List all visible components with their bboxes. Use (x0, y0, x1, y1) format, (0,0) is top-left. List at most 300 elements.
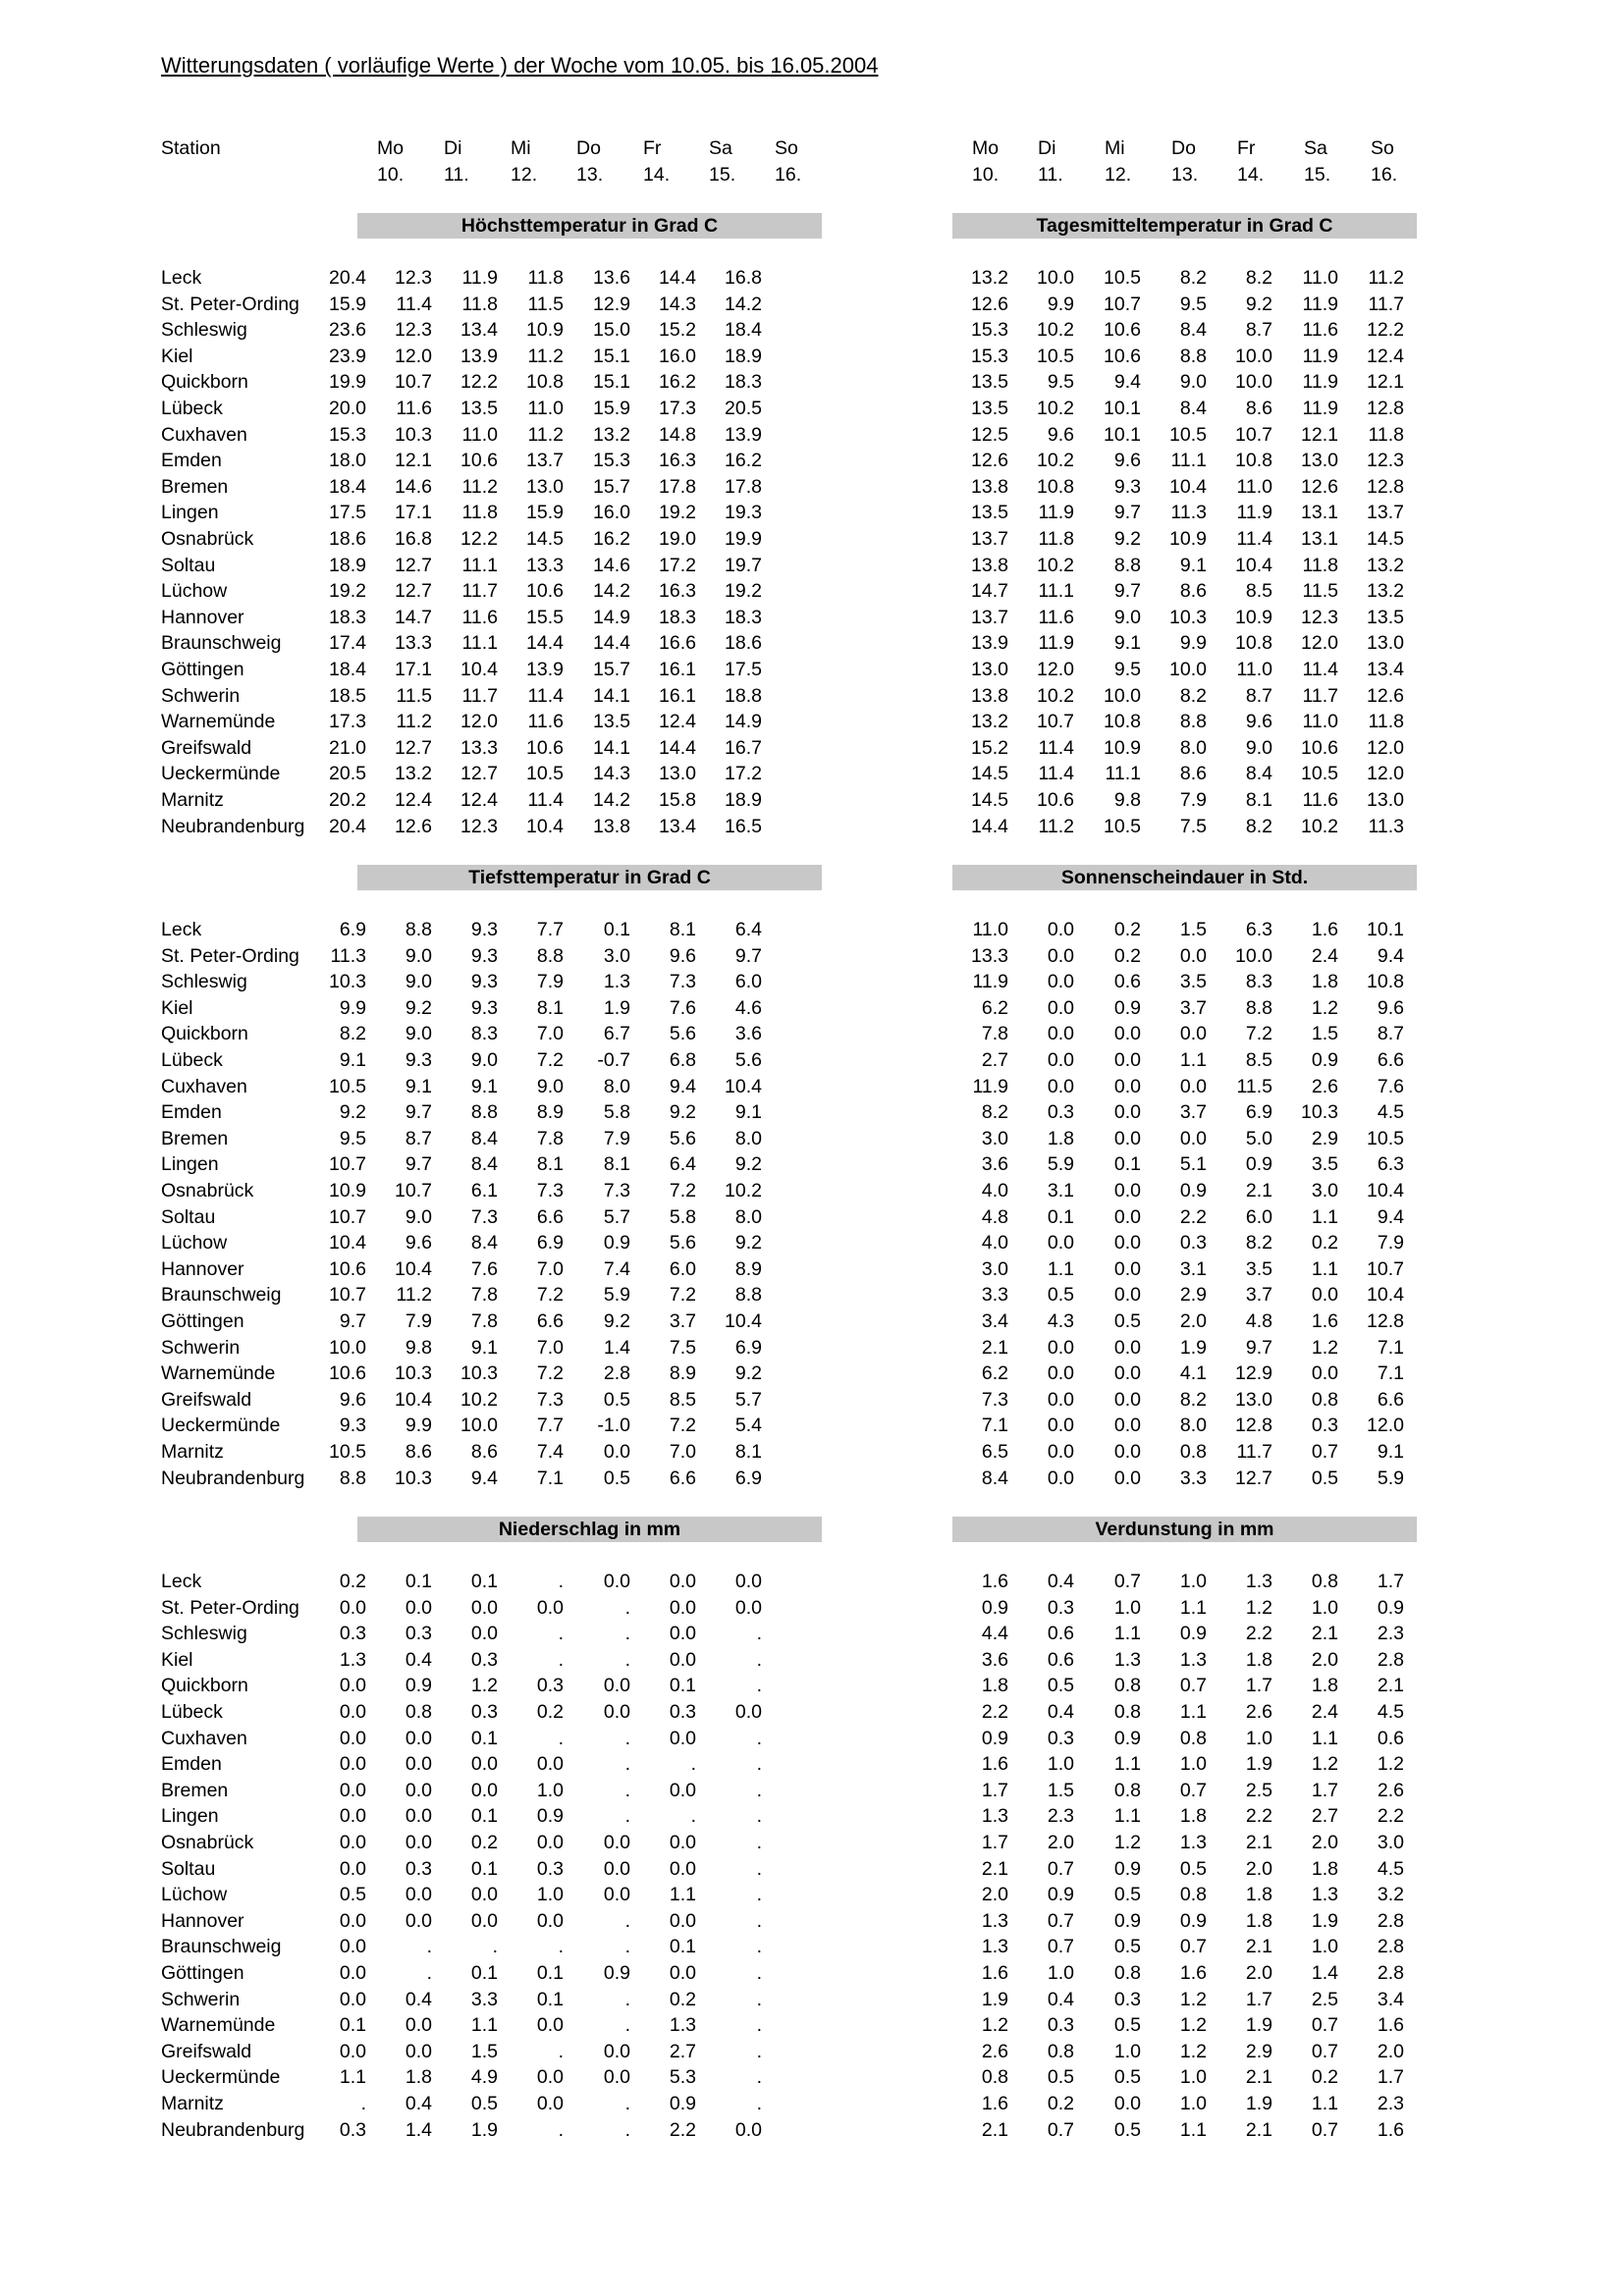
value-cell-left: . (558, 1727, 564, 1749)
value-cell-left: . (756, 1675, 762, 1697)
value-cell-right: 2.4 (1311, 1701, 1338, 1723)
value-cell-left: 16.1 (659, 659, 696, 680)
station-name: Schwerin (161, 1988, 241, 2010)
value-cell-left: 11.6 (396, 398, 432, 419)
value-cell-left: 11.2 (461, 475, 498, 498)
value-cell-right: 1.0 (1113, 2040, 1141, 2062)
station-name: Göttingen (161, 659, 244, 680)
value-cell-right: 1.8 (1245, 1648, 1272, 1671)
value-cell-right: 6.6 (1377, 1388, 1404, 1411)
value-cell-right: 0.8 (1113, 1675, 1141, 1697)
station-name: Soltau (161, 554, 216, 576)
value-cell-left: 10.5 (329, 1075, 366, 1097)
value-cell-right: 8.5 (1245, 580, 1272, 603)
value-cell-left: 5.6 (734, 1049, 762, 1071)
value-cell-right: 12.7 (1235, 1467, 1272, 1489)
value-cell-right: 0.3 (1047, 1596, 1074, 1619)
value-cell-left: 8.6 (470, 1441, 498, 1463)
value-cell-left: 0.0 (470, 1753, 498, 1776)
value-cell-right: 1.3 (1179, 1648, 1207, 1671)
value-cell-left: 13.5 (460, 398, 498, 419)
value-cell-right: 13.7 (971, 606, 1008, 628)
station-name: Braunschweig (161, 1284, 282, 1307)
value-cell-right: 1.6 (981, 1571, 1008, 1592)
value-cell-right: 1.1 (1179, 1701, 1207, 1723)
value-cell-right: 10.8 (1235, 450, 1272, 472)
value-cell-right: 3.6 (981, 1153, 1008, 1176)
value-cell-right: 14.4 (971, 815, 1008, 837)
value-cell-right: 0.8 (1113, 1779, 1141, 1801)
value-cell-left: 7.0 (536, 1257, 564, 1280)
value-cell-left: 20.4 (329, 815, 366, 837)
value-cell-left: 4.9 (470, 2066, 498, 2089)
value-cell-left: 9.2 (669, 1101, 696, 1124)
value-cell-right: 0.6 (1113, 971, 1141, 993)
value-cell-right: 0.9 (1179, 1623, 1207, 1645)
value-cell-left: 10.0 (460, 1415, 498, 1437)
value-cell-left: 8.2 (339, 1023, 366, 1045)
value-cell-right: 7.9 (1377, 1232, 1404, 1255)
value-cell-left: 0.1 (470, 1857, 498, 1880)
value-cell-left: 0.0 (603, 1701, 630, 1723)
value-cell-left: 3.3 (470, 1988, 498, 2010)
value-cell-left: 8.1 (603, 1153, 630, 1176)
value-cell-left: 9.2 (405, 996, 432, 1019)
value-cell-left: 13.9 (460, 345, 498, 367)
value-cell-left: 18.8 (725, 684, 762, 707)
value-cell-left: 11.0 (461, 423, 498, 446)
value-cell-right: 15.2 (971, 736, 1008, 759)
value-cell-right: 7.2 (1245, 1023, 1272, 1045)
value-cell-left: 10.7 (329, 1153, 366, 1176)
station-name: Soltau (161, 1205, 216, 1228)
station-name: Schleswig (161, 1623, 247, 1645)
value-cell-left: . (756, 1988, 762, 2010)
value-cell-right: 0.5 (1047, 1284, 1074, 1307)
date-header-left: 10. (377, 164, 405, 186)
value-cell-left: . (624, 1909, 630, 1932)
value-cell-left: 1.3 (603, 971, 630, 993)
value-cell-left: 1.0 (536, 1779, 564, 1801)
value-cell-left: 10.3 (395, 423, 432, 446)
value-cell-right: 0.0 (1113, 1101, 1141, 1124)
date-header-right: 10. (972, 164, 1000, 186)
value-cell-right: 0.9 (1113, 1909, 1141, 1932)
value-cell-right: 8.4 (1245, 763, 1272, 785)
value-cell-left: 15.7 (593, 659, 630, 680)
value-cell-right: 0.7 (1179, 1675, 1207, 1697)
value-cell-left: 19.7 (725, 554, 762, 576)
value-cell-left: 0.0 (405, 1779, 432, 1801)
value-cell-right: 2.4 (1311, 944, 1338, 967)
value-cell-left: 0.1 (339, 2014, 366, 2037)
value-cell-left: 0.0 (536, 2066, 564, 2089)
value-cell-left: . (558, 1571, 564, 1592)
value-cell-left: 15.9 (593, 398, 630, 419)
value-cell-left: 9.1 (405, 1075, 432, 1097)
value-cell-right: 13.7 (1367, 502, 1404, 524)
value-cell-right: 10.1 (1104, 423, 1141, 446)
value-cell-right: 0.0 (1113, 1232, 1141, 1255)
value-cell-right: 3.7 (1179, 996, 1207, 1019)
value-cell-right: 0.5 (1113, 2118, 1141, 2141)
value-cell-left: 7.5 (669, 1336, 696, 1359)
value-cell-right: 1.0 (1047, 1753, 1074, 1776)
value-cell-left: 0.0 (603, 1857, 630, 1880)
station-name: Cuxhaven (161, 1075, 247, 1097)
value-cell-left: 0.0 (339, 1779, 366, 1801)
value-cell-right: 12.0 (1367, 736, 1404, 759)
value-cell-left: . (756, 2014, 762, 2037)
value-cell-right: 0.5 (1113, 2014, 1141, 2037)
value-cell-right: 1.9 (981, 1988, 1008, 2010)
value-cell-left: 17.1 (395, 659, 432, 680)
value-cell-left: 0.0 (405, 2014, 432, 2037)
value-cell-left: 6.7 (603, 1023, 630, 1045)
value-cell-left: 2.2 (669, 2118, 696, 2141)
value-cell-right: 1.8 (1179, 1805, 1207, 1828)
value-cell-right: 3.5 (1179, 971, 1207, 993)
value-cell-right: 10.3 (1169, 606, 1207, 628)
value-cell-right: 2.1 (1311, 1623, 1338, 1645)
value-cell-right: 0.5 (1047, 2066, 1074, 2089)
station-name: Hannover (161, 1257, 244, 1280)
value-cell-right: 9.0 (1179, 371, 1207, 394)
value-cell-left: 7.4 (603, 1257, 630, 1280)
value-cell-left: 6.1 (470, 1180, 498, 1201)
value-cell-right: 1.0 (1113, 1596, 1141, 1619)
value-cell-right: 9.3 (1113, 475, 1141, 498)
value-cell-left: . (756, 1779, 762, 1801)
station-name: Marnitz (161, 789, 224, 811)
value-cell-right: 3.1 (1047, 1180, 1074, 1201)
value-cell-left: 0.0 (339, 1936, 366, 1958)
value-cell-right: 13.1 (1301, 502, 1338, 524)
station-name: Kiel (161, 1648, 193, 1671)
value-cell-left: 19.9 (725, 528, 762, 550)
value-cell-left: 11.2 (527, 423, 564, 446)
value-cell-right: 11.1 (1105, 763, 1141, 785)
value-cell-left: 8.6 (405, 1441, 432, 1463)
station-name: Schleswig (161, 319, 247, 342)
value-cell-left: . (756, 1805, 762, 1828)
value-cell-left: 14.4 (659, 736, 696, 759)
date-header-left: 14. (643, 164, 671, 186)
station-name: Greifswald (161, 736, 252, 759)
value-cell-left: 10.3 (395, 1362, 432, 1385)
value-cell-left: 1.3 (669, 2014, 696, 2037)
value-cell-left: 7.7 (536, 919, 564, 940)
value-cell-right: 1.1 (1179, 1596, 1207, 1619)
value-cell-left: 0.3 (339, 2118, 366, 2141)
station-name: Kiel (161, 345, 193, 367)
value-cell-left: . (756, 1623, 762, 1645)
value-cell-right: 10.0 (1235, 944, 1272, 967)
value-cell-left: 6.8 (669, 1049, 696, 1071)
day-header-right: Di (1038, 137, 1056, 159)
value-cell-right: 1.9 (1245, 2093, 1272, 2114)
value-cell-right: 0.7 (1179, 1936, 1207, 1958)
value-cell-right: 0.0 (1179, 944, 1207, 967)
value-cell-left: 10.9 (526, 319, 564, 342)
value-cell-left: 11.9 (461, 267, 498, 289)
value-cell-right: 7.6 (1377, 1075, 1404, 1097)
value-cell-left: 12.2 (460, 528, 498, 550)
value-cell-right: 11.9 (1302, 398, 1338, 419)
value-cell-right: 2.2 (1245, 1805, 1272, 1828)
value-cell-left: 0.0 (603, 1571, 630, 1592)
value-cell-right: 3.1 (1179, 1257, 1207, 1280)
value-cell-right: 8.2 (1245, 815, 1272, 837)
value-cell-left: 7.3 (536, 1388, 564, 1411)
value-cell-left: 0.0 (603, 1832, 630, 1853)
value-cell-right: 13.5 (1367, 606, 1404, 628)
value-cell-left: 0.5 (470, 2093, 498, 2114)
value-cell-right: 0.9 (1245, 1153, 1272, 1176)
value-cell-right: 2.3 (1377, 1623, 1404, 1645)
value-cell-right: 10.6 (1037, 789, 1074, 811)
value-cell-right: 12.1 (1367, 371, 1404, 394)
value-cell-right: 1.6 (1179, 1962, 1207, 1984)
value-cell-right: 0.0 (1047, 971, 1074, 993)
value-cell-left: 0.1 (603, 919, 630, 940)
value-cell-left: 14.2 (593, 580, 630, 603)
value-cell-left: 17.5 (329, 502, 366, 524)
value-cell-right: 0.5 (1113, 1884, 1141, 1906)
station-name: Hannover (161, 606, 244, 628)
value-cell-right: 11.8 (1368, 423, 1404, 446)
station-name: Soltau (161, 1857, 216, 1880)
station-name: Greifswald (161, 2040, 252, 2062)
value-cell-right: 1.0 (1179, 1753, 1207, 1776)
value-cell-right: 8.2 (1245, 267, 1272, 289)
value-cell-right: 5.9 (1047, 1153, 1074, 1176)
value-cell-right: 10.7 (1104, 293, 1141, 315)
value-cell-right: 6.0 (1245, 1205, 1272, 1228)
value-cell-right: 8.0 (1179, 736, 1207, 759)
station-name: Lübeck (161, 1049, 223, 1071)
value-cell-left: 0.3 (536, 1675, 564, 1697)
value-cell-left: 10.8 (526, 371, 564, 394)
value-cell-left: 13.2 (395, 763, 432, 785)
value-cell-right: 11.9 (1038, 632, 1074, 655)
value-cell-left: 0.3 (536, 1857, 564, 1880)
value-cell-right: 12.6 (971, 293, 1008, 315)
station-name: Schwerin (161, 1336, 241, 1359)
value-cell-right: 2.8 (1377, 1962, 1404, 1984)
value-cell-left: 12.7 (460, 763, 498, 785)
value-cell-left: 0.0 (669, 1623, 696, 1645)
value-cell-right: 6.2 (981, 996, 1008, 1019)
value-cell-right: 2.0 (981, 1884, 1008, 1906)
station-name: Göttingen (161, 1310, 244, 1332)
value-cell-left: 5.6 (669, 1127, 696, 1149)
value-cell-right: 8.6 (1179, 580, 1207, 603)
value-cell-left: . (756, 1936, 762, 1958)
value-cell-right: 2.6 (1245, 1701, 1272, 1723)
value-cell-left: 10.4 (329, 1232, 366, 1255)
value-cell-right: 3.0 (981, 1127, 1008, 1149)
station-name: Marnitz (161, 1441, 224, 1463)
value-cell-left: 1.4 (405, 2118, 432, 2141)
value-cell-right: 8.2 (1179, 684, 1207, 707)
value-cell-right: 4.5 (1377, 1701, 1404, 1723)
station-name: Kiel (161, 996, 193, 1019)
value-cell-right: 13.0 (1301, 450, 1338, 472)
value-cell-left: 15.1 (593, 345, 630, 367)
value-cell-right: 0.7 (1047, 1857, 1074, 1880)
station-name: Lüchow (161, 1884, 228, 1906)
value-cell-right: 0.7 (1047, 1936, 1074, 1958)
value-cell-left: 10.0 (329, 1336, 366, 1359)
value-cell-left: 0.0 (536, 1753, 564, 1776)
value-cell-right: 12.9 (1235, 1362, 1272, 1385)
value-cell-right: 0.6 (1047, 1648, 1074, 1671)
value-cell-left: 7.9 (405, 1310, 432, 1332)
value-cell-left: 9.1 (470, 1336, 498, 1359)
value-cell-right: 2.1 (1245, 2118, 1272, 2141)
value-cell-right: 0.4 (1047, 1701, 1074, 1723)
value-cell-right: 2.2 (1377, 1805, 1404, 1828)
day-header-right: Mi (1105, 137, 1125, 159)
value-cell-right: 10.2 (1037, 554, 1074, 576)
value-cell-left: . (756, 1727, 762, 1749)
value-cell-left: 20.5 (725, 398, 762, 419)
value-cell-left: 9.1 (339, 1049, 366, 1071)
section-title-right: Sonnenscheindauer in Std. (952, 865, 1417, 890)
value-cell-left: 10.7 (329, 1284, 366, 1307)
section-title-left: Tiefsttemperatur in Grad C (357, 865, 822, 890)
station-name: Braunschweig (161, 1936, 282, 1958)
value-cell-left: 10.4 (526, 815, 564, 837)
value-cell-left: 8.0 (603, 1075, 630, 1097)
value-cell-left: 13.3 (395, 632, 432, 655)
value-cell-right: 11.4 (1038, 763, 1074, 785)
value-cell-left: 6.4 (734, 919, 762, 940)
value-cell-right: 9.6 (1047, 423, 1074, 446)
value-cell-right: 1.6 (1377, 2118, 1404, 2141)
value-cell-left: 11.4 (527, 789, 564, 811)
station-name: Lingen (161, 502, 219, 524)
value-cell-right: 1.2 (1377, 1753, 1404, 1776)
value-cell-left: 18.4 (329, 659, 366, 680)
station-name: Bremen (161, 1127, 229, 1149)
value-cell-right: 0.8 (1311, 1388, 1338, 1411)
value-cell-right: 4.3 (1047, 1310, 1074, 1332)
value-cell-left: 9.0 (536, 1075, 564, 1097)
value-cell-left: 16.7 (725, 736, 762, 759)
value-cell-left: . (624, 1596, 630, 1619)
value-cell-left: 7.8 (536, 1127, 564, 1149)
value-cell-left: 8.4 (470, 1232, 498, 1255)
value-cell-right: 12.0 (1367, 763, 1404, 785)
value-cell-right: 3.5 (1245, 1257, 1272, 1280)
day-header-left: So (775, 137, 798, 159)
value-cell-left: . (624, 1988, 630, 2010)
value-cell-left: 7.6 (470, 1257, 498, 1280)
value-cell-right: 3.0 (1377, 1832, 1404, 1853)
value-cell-right: 14.5 (971, 789, 1008, 811)
value-cell-left: 0.0 (405, 1805, 432, 1828)
value-cell-left: 1.8 (405, 2066, 432, 2089)
value-cell-right: 11.2 (1368, 267, 1404, 289)
value-cell-left: 9.1 (470, 1075, 498, 1097)
value-cell-left: 0.0 (536, 1832, 564, 1853)
value-cell-right: 7.1 (1377, 1336, 1404, 1359)
value-cell-right: 1.9 (1245, 1753, 1272, 1776)
value-cell-right: 6.9 (1245, 1101, 1272, 1124)
value-cell-left: 0.0 (669, 1857, 696, 1880)
value-cell-left: 10.5 (329, 1441, 366, 1463)
value-cell-right: 8.8 (1179, 711, 1207, 733)
value-cell-left: 9.2 (734, 1362, 762, 1385)
value-cell-right: 8.2 (1245, 1232, 1272, 1255)
station-name: Bremen (161, 1779, 229, 1801)
value-cell-right: 1.9 (1311, 1909, 1338, 1932)
value-cell-left: 19.2 (329, 580, 366, 603)
value-cell-right: 10.5 (1367, 1127, 1404, 1149)
value-cell-left: 14.6 (395, 475, 432, 498)
value-cell-right: 12.8 (1367, 475, 1404, 498)
value-cell-left: 9.3 (405, 1049, 432, 1071)
value-cell-right: 10.4 (1235, 554, 1272, 576)
value-cell-left: . (624, 2118, 630, 2141)
value-cell-left: 13.9 (725, 423, 762, 446)
value-cell-right: 4.0 (981, 1232, 1008, 1255)
value-cell-right: 0.8 (1179, 1884, 1207, 1906)
station-name: Emden (161, 1101, 222, 1124)
value-cell-left: 14.3 (659, 293, 696, 315)
value-cell-right: 1.7 (1377, 1571, 1404, 1592)
value-cell-right: 2.2 (981, 1701, 1008, 1723)
station-name: Leck (161, 267, 202, 289)
value-cell-left: . (756, 1753, 762, 1776)
value-cell-right: 0.7 (1311, 1441, 1338, 1463)
value-cell-right: 10.0 (1169, 659, 1207, 680)
value-cell-right: 9.6 (1377, 996, 1404, 1019)
value-cell-right: 0.9 (1179, 1180, 1207, 1201)
value-cell-right: 10.5 (1169, 423, 1207, 446)
value-cell-left: 13.0 (526, 475, 564, 498)
value-cell-left: 0.0 (669, 1779, 696, 1801)
value-cell-left: 0.0 (405, 1884, 432, 1906)
value-cell-right: 1.7 (981, 1832, 1008, 1853)
value-cell-left: 15.8 (659, 789, 696, 811)
value-cell-right: 0.0 (1179, 1023, 1207, 1045)
value-cell-right: 0.3 (1311, 1415, 1338, 1437)
value-cell-left: 11.7 (461, 684, 498, 707)
value-cell-left: 11.8 (461, 502, 498, 524)
value-cell-left: 13.7 (526, 450, 564, 472)
value-cell-left: 4.6 (734, 996, 762, 1019)
value-cell-left: 0.9 (405, 1675, 432, 1697)
value-cell-left: 5.3 (669, 2066, 696, 2089)
value-cell-left: 7.4 (536, 1441, 564, 1463)
value-cell-right: 3.6 (981, 1648, 1008, 1671)
value-cell-left: 0.9 (536, 1805, 564, 1828)
value-cell-left: 7.7 (536, 1415, 564, 1437)
value-cell-right: 1.2 (1311, 1336, 1338, 1359)
value-cell-left: 0.1 (669, 1936, 696, 1958)
value-cell-right: 11.3 (1170, 502, 1207, 524)
value-cell-left: 0.9 (669, 2093, 696, 2114)
value-cell-right: 0.0 (1047, 1075, 1074, 1097)
value-cell-right: 8.2 (981, 1101, 1008, 1124)
value-cell-right: 9.2 (1245, 293, 1272, 315)
value-cell-left: 9.2 (734, 1153, 762, 1176)
value-cell-right: 1.8 (1245, 1909, 1272, 1932)
value-cell-left: 12.6 (395, 815, 432, 837)
